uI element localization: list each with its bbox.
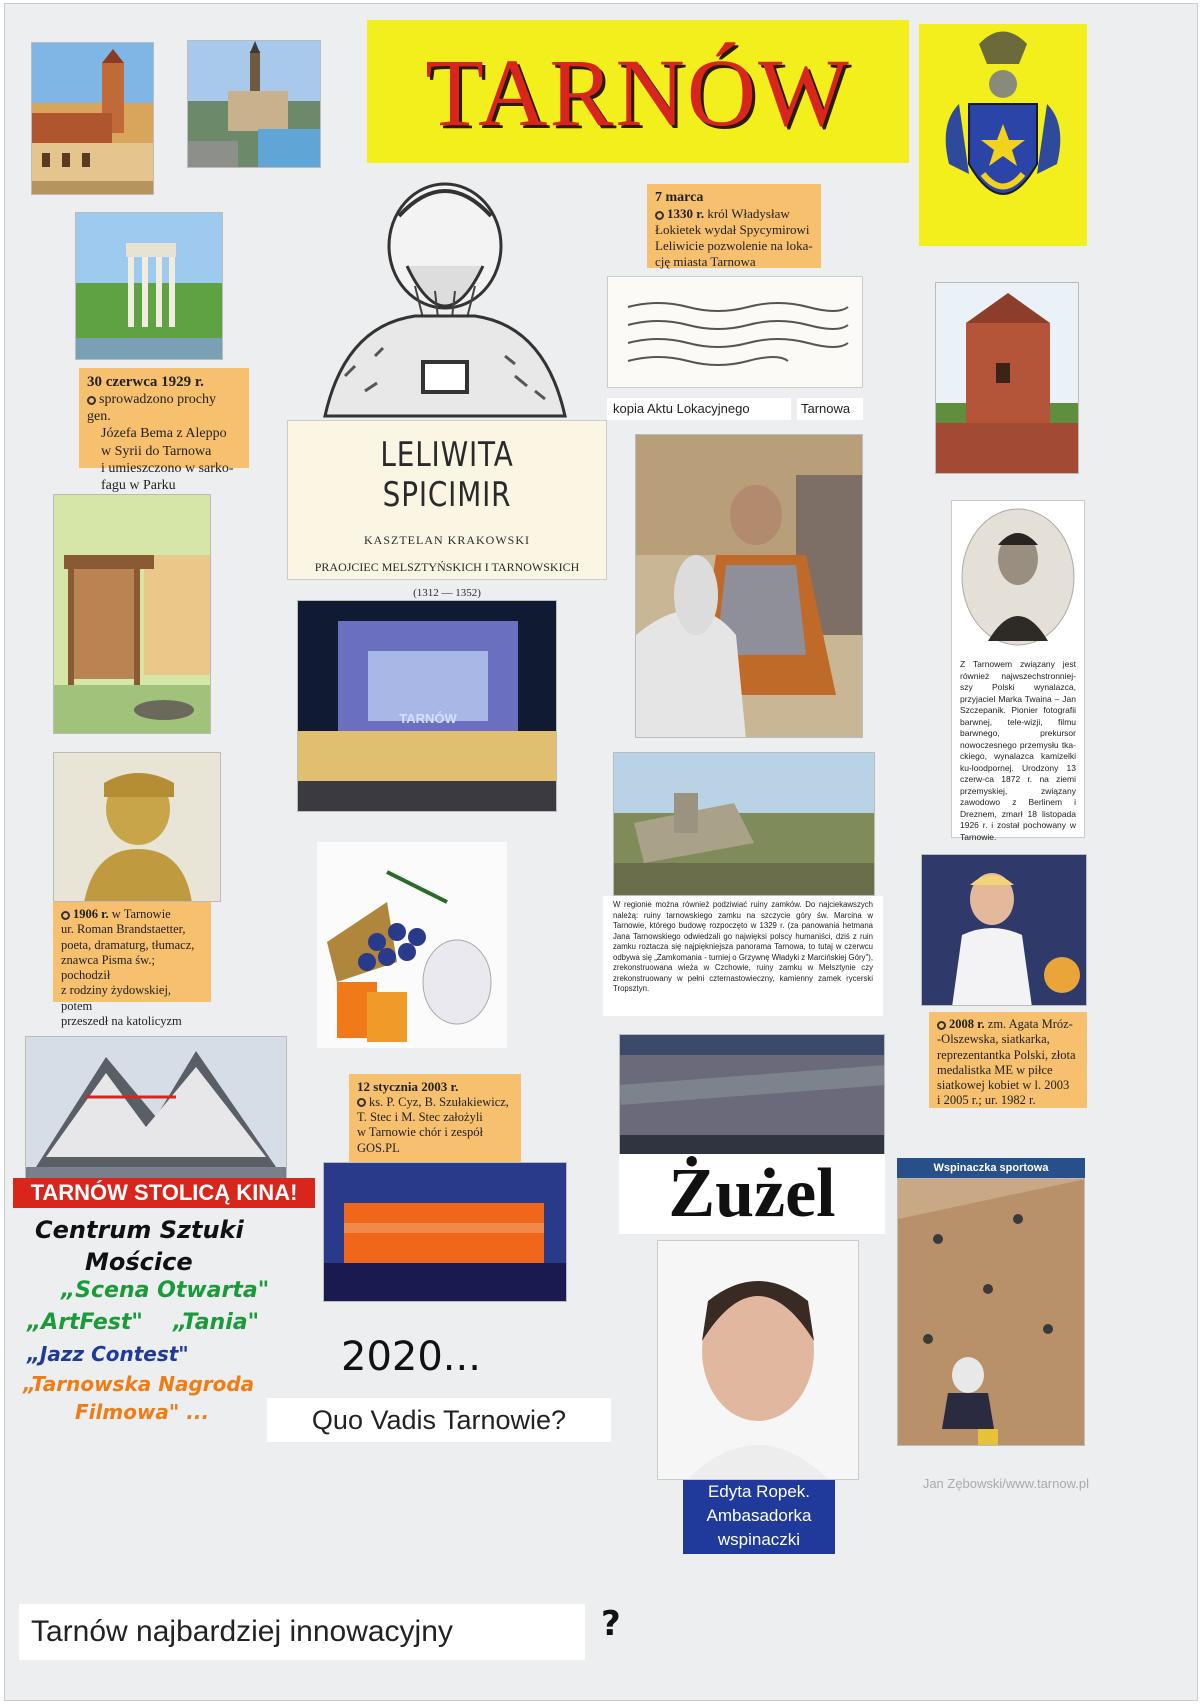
szczepanik-portrait (952, 501, 1084, 657)
sweets-and-egg-photo (317, 842, 507, 1048)
note-1330-date: 7 marca (655, 190, 704, 205)
szczepanik-text: Z Tarnowem związany jest również najwszechstronniej-szy Polski wynalazca, przyjaciel Marka Twaina – Jan Szczepanik. Pionier fotografii barwnej, tele-wizji, filmu barwnego, prekursor nowoczesnego przemysłu tka-ckiego, wynalazca kamizelki ku-loodpornej. Urodzony 13 czerw-ca 1872 r. na ziemi przemyskiej, związany zawodowo z Berlinem i Dreznem, zmarł 18 listopada 1926 r. i został pochowany w Tarnowie. (960, 659, 1076, 842)
leliwita-title: KASZTELAN KRAKOWSKI (364, 533, 530, 547)
note-1929-line: i umieszczono w sarko- (101, 460, 234, 476)
town-hall-photo (31, 42, 154, 195)
note-1929-line: sprowadzono prochy gen. (87, 392, 217, 425)
note-2008-line: i 2005 r.; ur. 1982 r. (937, 1093, 1036, 1108)
photo-watermark: Jan Zębowski/www.tarnow.pl (922, 1476, 1089, 1491)
note-1929-line: w Syrii do Tarnowa (101, 443, 212, 459)
note-2008-line: siatkowej kobiet w l. 2003 (937, 1078, 1070, 1092)
act-document-image (607, 276, 863, 388)
park-pavilion-photo (53, 494, 211, 734)
station-sign: TARNÓW (399, 711, 457, 726)
note-1330-year: 1330 r. (667, 206, 705, 222)
defensive-tower-photo (935, 282, 1079, 474)
note-1906-line: w Tarnowie (111, 907, 171, 921)
railway-station-photo (297, 600, 557, 812)
ropek-caption (683, 1480, 835, 1554)
page-title: TARNÓW (425, 39, 851, 146)
note-2003 (349, 1074, 521, 1162)
spicimir-engraving (315, 176, 575, 422)
note-2008-line: -Olszewska, siatkarka, (937, 1032, 1050, 1047)
collage-poster (4, 3, 1198, 1701)
handwritten-scena: „Scena Otwarta" (61, 1278, 270, 1303)
speedway-label (619, 1154, 885, 1234)
note-2008-line: medalistka ME w piłce (937, 1062, 1053, 1077)
choir-photo (323, 1162, 567, 1302)
cathedral-panorama-photo (187, 40, 321, 168)
castle-ruins-photo (613, 752, 875, 896)
ruins-text-card (603, 896, 883, 1016)
note-2008-line: zm. Agata Mróz- (987, 1017, 1073, 1031)
year-2020: 2020... (341, 1334, 481, 1380)
note-1929 (79, 368, 249, 493)
note-1330 (647, 184, 821, 268)
note-1330-line: Łokietek wydał Spycymirowi (655, 221, 810, 237)
knight-on-horse-photo (635, 434, 863, 738)
climbing-title-bar: Wspinaczka sportowa (897, 1158, 1085, 1178)
handwritten-tania: „Tania" (173, 1310, 260, 1335)
note-1330-line: Leliwicie pozwolenie na loka- (655, 237, 813, 253)
note-2003-line: GOS.PL (357, 1140, 400, 1155)
art-centre-building-photo (25, 1036, 287, 1186)
cinema-banner: TARNÓW STOLICĄ KINA! (13, 1178, 315, 1208)
bullet-icon (87, 396, 96, 405)
act-caption: kopia Aktu Lokacyjnego (607, 398, 791, 420)
leliwita-name: LELIWITA SPICIMIR (380, 435, 514, 515)
volleyball-player-photo (921, 854, 1087, 1006)
note-1330-line: król Władysław (707, 206, 790, 222)
ropek-name: Edyta Ropek. (707, 1482, 811, 1501)
bem-mausoleum-photo (75, 212, 223, 360)
note-1906-year: 1906 r. (73, 907, 109, 921)
leliwita-plaque (287, 420, 607, 599)
ropek-role: Ambasadorka (706, 1506, 812, 1525)
bullet-icon (61, 911, 70, 920)
title-banner (367, 20, 909, 163)
note-1906-line: poeta, dramaturg, tłumacz, (61, 937, 195, 952)
handwritten-filmowa: Filmowa" ... (75, 1400, 210, 1424)
note-2003-line: w Tarnowie chór i zespół (357, 1125, 483, 1140)
note-1906-line: z rodziny żydowskiej, potem (61, 983, 172, 1013)
ropek-role-2: wspinaczki (717, 1530, 801, 1549)
climbing-wall-photo (897, 1178, 1085, 1446)
quo-vadis-label: Quo Vadis Tarnowie? (267, 1398, 611, 1442)
note-2003-line: ks. P. Cyz, B. Szułakiewicz, (369, 1094, 509, 1109)
note-1929-date: 30 czerwca 1929 r. (87, 374, 204, 390)
note-1906-line: znawca Pisma św.; pochodził (61, 952, 155, 982)
ruins-text: W regionie można również podziwiać ruiny zamków. Do najciekawszych należą: ruiny tarnowskiego zamku na szczycie góry św. Marcina w Tarnowie, którego budowę rozpoczęto w 1329 r. (za panowania hetmana Jana Tarnowskiego odwiedzali go najwięksi polscy humaniści, dziś z ruin zamku roztacza się najpiękniejsza panorama Tarnowa, to tutaj w czerwcu odbywa się „Zamkomania - turniej o Grzywnę Władyki z Marcińskiej Góry"), zrekonstruowana wieża w Czchowie, ruiny zamku w Melsztynie czy zrekonstruowany w pełni czternastowieczny, kamienny zamek rycerski Tropsztyn. (613, 900, 873, 993)
act-caption-2: Tarnowa (797, 398, 863, 420)
leliwita-subtitle: PRAOJCIEC MELSZTYŃSKICH I TARNOWSKICH (314, 560, 580, 574)
bullet-icon (655, 211, 664, 220)
speedway-stadium-photo (619, 1034, 885, 1160)
speedway-text: Żużel (668, 1155, 836, 1232)
handwritten-artfest: „ArtFest" (27, 1310, 143, 1335)
note-1929-line: fagu w Parku (101, 477, 176, 493)
question-mark: ? (601, 1604, 621, 1644)
handwritten-moscice: Mościce (85, 1248, 193, 1276)
note-1330-line: cję miasta Tarnowa (655, 253, 756, 269)
szczepanik-card (951, 500, 1085, 842)
note-2003-date: 12 stycznia 2003 r. (357, 1079, 459, 1094)
note-1906-line: ur. Roman Brandstaetter, (61, 922, 186, 937)
ropek-portrait-photo (657, 1240, 859, 1480)
note-2008-year: 2008 r. (949, 1017, 985, 1031)
note-2008-line: reprezentantka Polski, złota (937, 1047, 1076, 1062)
note-1929-line: Józefa Bema z Aleppo (101, 426, 227, 442)
coat-of-arms-box (919, 24, 1087, 246)
handwritten-centrum: Centrum Sztuki (35, 1216, 244, 1244)
leliwita-years: (1312 — 1352) (413, 587, 481, 599)
handwritten-jazz: „Jazz Contest" (27, 1342, 189, 1366)
note-2008 (929, 1012, 1087, 1108)
note-1906 (53, 902, 211, 1028)
bullet-icon (937, 1021, 946, 1030)
note-2003-line: T. Stec i M. Stec założyli (357, 1110, 483, 1125)
coat-of-arms-icon (919, 24, 1087, 246)
handwritten-nagroda: „Tarnowska Nagroda (23, 1372, 255, 1396)
note-1906-line: przeszedł na katolicyzm (61, 1013, 182, 1028)
innovative-label: Tarnów najbardziej innowacyjny (19, 1604, 585, 1660)
brandstaetter-bust-photo (53, 752, 221, 902)
bullet-icon (357, 1098, 366, 1107)
